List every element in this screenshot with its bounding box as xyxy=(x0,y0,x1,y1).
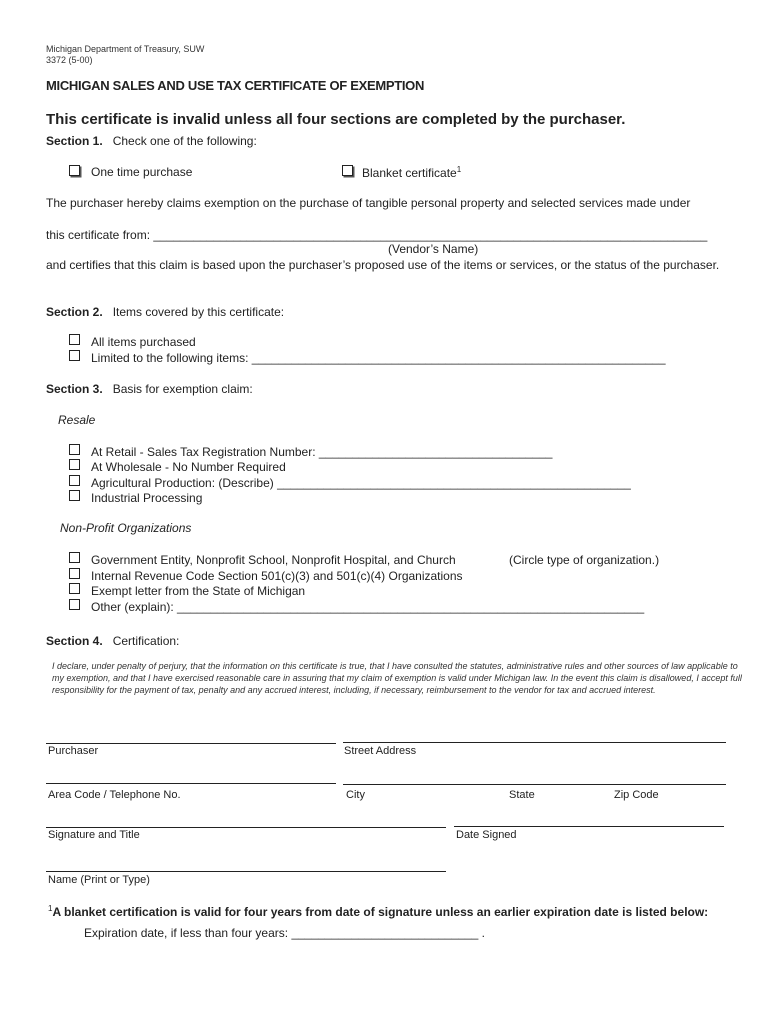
section-4-heading xyxy=(46,634,179,648)
agency-name: Michigan Department of Treasury, SUW xyxy=(46,44,205,54)
footnote-text: A blanket certification is valid for four years from date of signature unless an earlier expiration date is listed below: xyxy=(52,905,709,919)
claim-text: The purchaser hereby claims exemption on the purchase of tangible personal property and selected services made under xyxy=(46,196,691,210)
zip-label: Zip Code xyxy=(614,789,659,801)
blanket-certificate-label xyxy=(362,165,461,180)
vendor-name-caption: (Vendor’s Name) xyxy=(388,242,479,256)
agricultural-label[interactable]: Agricultural Production: (Describe) _____________________________________________________ xyxy=(91,476,631,490)
certifies-text: and certifies that this claim is based upon the purchaser’s proposed use of the items or services, or the status of the purchaser. xyxy=(46,258,720,272)
declaration-text: I declare, under penalty of perjury, that the information on this certificate is true, that I have consulted the statutes, administrative rules and other sources of law applicable to my exemption, and that I have exercised reasonable care in assuring that my claim of exemption is valid under Michigan law. In the event this claim is disallowed, I accept full responsibility for the payment of tax, penalty and any accrued interest, including, if necessary, reimbursement to the vendor for tax and accrued interest. xyxy=(52,661,742,695)
section-4-label: Section 4. xyxy=(46,634,103,648)
section-1-instruction: Check one of the following: xyxy=(112,134,257,148)
city-label: City xyxy=(346,789,365,801)
validity-notice: This certificate is invalid unless all four sections are completed by the purchaser. xyxy=(46,111,626,128)
one-time-purchase-label: One time purchase xyxy=(91,165,193,179)
section-3-instruction: Basis for exemption claim: xyxy=(112,382,253,396)
footnote-ref-1: 1 xyxy=(456,165,462,174)
section-2-heading xyxy=(46,305,284,319)
phone-label: Area Code / Telephone No. xyxy=(48,789,181,801)
purchaser-line[interactable] xyxy=(46,743,336,744)
other-label[interactable]: Other (explain): ______________________________________________________________________ xyxy=(91,600,645,614)
all-items-checkbox[interactable] xyxy=(69,334,80,345)
retail-checkbox[interactable] xyxy=(69,444,80,455)
footnote xyxy=(48,904,708,919)
footnote-mark: 1 xyxy=(48,904,53,913)
signature-label: Signature and Title xyxy=(48,829,140,841)
agricultural-checkbox[interactable] xyxy=(69,475,80,486)
blanket-certificate-checkbox[interactable] xyxy=(342,165,353,176)
other-checkbox[interactable] xyxy=(69,599,80,610)
expiration-date-line[interactable]: Expiration date, if less than four years: ____________________________ . xyxy=(84,926,485,940)
limited-items-checkbox[interactable] xyxy=(69,350,80,361)
form-number: 3372 (5-00) xyxy=(46,55,93,65)
exempt-letter-label: Exempt letter from the State of Michigan xyxy=(91,584,306,598)
irc-checkbox[interactable] xyxy=(69,568,80,579)
section-2-instruction: Items covered by this certificate: xyxy=(112,305,285,319)
retail-label[interactable]: At Retail - Sales Tax Registration Number: ___________________________________ xyxy=(91,445,553,459)
circle-note: (Circle type of organization.) xyxy=(509,553,660,567)
nonprofit-heading: Non-Profit Organizations xyxy=(60,521,192,535)
street-address-label: Street Address xyxy=(344,745,417,757)
section-3-heading xyxy=(46,382,253,396)
section-3-label: Section 3. xyxy=(46,382,103,396)
irc-label: Internal Revenue Code Section 501(c)(3) and 501(c)(4) Organizations xyxy=(91,569,463,583)
purchaser-label: Purchaser xyxy=(48,745,99,757)
name-label: Name (Print or Type) xyxy=(48,874,150,886)
industrial-checkbox[interactable] xyxy=(69,490,80,501)
vendor-name-line[interactable]: this certificate from: ___________________________________________________________________________________ xyxy=(46,228,708,242)
name-line[interactable] xyxy=(46,871,446,872)
date-signed-label: Date Signed xyxy=(456,829,517,841)
resale-heading: Resale xyxy=(58,413,96,427)
government-checkbox[interactable] xyxy=(69,552,80,563)
exempt-letter-checkbox[interactable] xyxy=(69,583,80,594)
limited-items-label[interactable]: Limited to the following items: ______________________________________________________________ xyxy=(91,351,666,365)
all-items-label: All items purchased xyxy=(91,335,196,349)
one-time-purchase-checkbox[interactable] xyxy=(69,165,80,176)
wholesale-label: At Wholesale - No Number Required xyxy=(91,460,286,474)
section-1-label: Section 1. xyxy=(46,134,103,148)
section-1-heading xyxy=(46,134,257,148)
phone-line[interactable] xyxy=(46,783,336,784)
state-label: State xyxy=(509,789,535,801)
signature-line[interactable] xyxy=(46,827,446,828)
blanket-certificate-text: Blanket certificate xyxy=(362,166,457,180)
city-state-zip-line[interactable] xyxy=(343,784,726,785)
form-title: MICHIGAN SALES AND USE TAX CERTIFICATE OF EXEMPTION xyxy=(46,78,425,93)
wholesale-checkbox[interactable] xyxy=(69,459,80,470)
section-2-label: Section 2. xyxy=(46,305,103,319)
street-address-line[interactable] xyxy=(343,742,726,743)
government-label: Government Entity, Nonprofit School, Nonprofit Hospital, and Church xyxy=(91,553,456,567)
industrial-label: Industrial Processing xyxy=(91,491,203,505)
date-signed-line[interactable] xyxy=(454,826,724,827)
section-4-instruction: Certification: xyxy=(112,634,180,648)
